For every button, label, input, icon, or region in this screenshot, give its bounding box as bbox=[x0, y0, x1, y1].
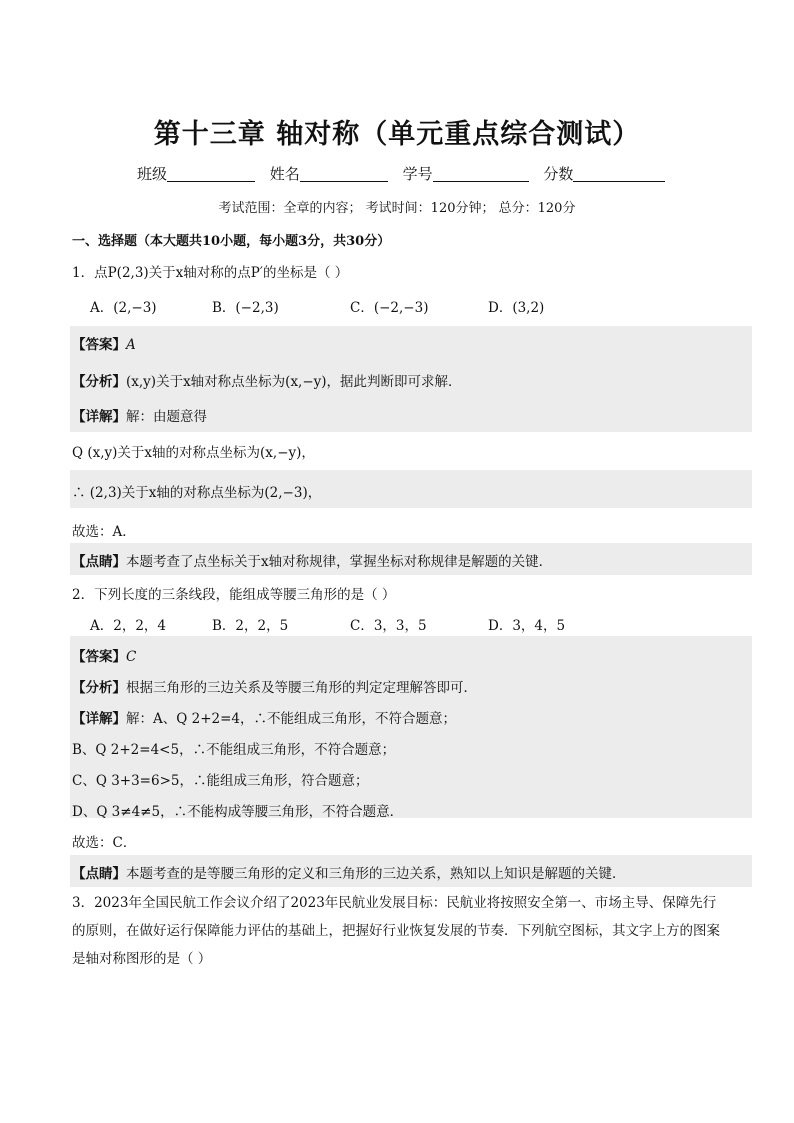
student-info-line bbox=[137, 163, 677, 184]
q2-analysis bbox=[72, 676, 752, 696]
analysis-text: 根据三角形的三边关系及等腰三角形的判定定理解答即可． bbox=[126, 680, 477, 696]
answer-tag: 【答案】 bbox=[72, 649, 126, 665]
name-blank bbox=[300, 165, 388, 182]
answer-tag: 【答案】 bbox=[72, 337, 126, 353]
q1-stem: 1．点P(2,3)关于x轴对称的点P′的坐标是（ ） bbox=[72, 265, 349, 281]
score-label: 分数 bbox=[543, 165, 574, 183]
class-label: 班级 bbox=[137, 165, 168, 183]
detail-text: 解：由题意得 bbox=[126, 409, 207, 425]
detail-tag: 【详解】 bbox=[72, 409, 126, 425]
comment-text: 本题考查的是等腰三角形的定义和三角形的三边关系，熟知以上知识是解题的关键． bbox=[126, 866, 626, 882]
id-blank bbox=[433, 165, 529, 182]
comment-tag: 【点睛】 bbox=[72, 554, 126, 570]
q1-option-c: C．(−2,−3) bbox=[350, 300, 429, 316]
q2-step-3: D、Q 3≠4≠5，∴不能构成等腰三角形，不符合题意． bbox=[72, 804, 404, 820]
comment-tag: 【点睛】 bbox=[72, 866, 126, 882]
q1-answer bbox=[72, 333, 752, 353]
answer-value: C bbox=[126, 649, 137, 665]
analysis-tag: 【分析】 bbox=[72, 680, 126, 696]
q1-step-1: Q (x,y)关于x轴的对称点坐标为(x,−y)， bbox=[72, 445, 315, 461]
q2-step-1: B、Q 2+2=4<5，∴不能组成三角形，不符合题意； bbox=[72, 742, 396, 758]
q1-choose: 故选：A． bbox=[72, 524, 136, 540]
detail-tag: 【详解】 bbox=[72, 711, 126, 727]
q1-option-b: B．(−2,3) bbox=[212, 300, 279, 316]
analysis-tag: 【分析】 bbox=[72, 374, 126, 390]
q2-detail bbox=[72, 707, 752, 727]
q1-comment bbox=[72, 550, 752, 570]
section-heading: 一、选择题（本大题共10小题，每小题3分，共30分） bbox=[72, 234, 391, 249]
q2-option-b: B．2，2，5 bbox=[212, 618, 289, 634]
q1-option-a: A．(2,−3) bbox=[90, 300, 157, 316]
q2-option-d: D．3，4，5 bbox=[488, 618, 566, 634]
detail-text: 解：A、Q 2+2=4，∴不能组成三角形，不符合题意； bbox=[126, 711, 456, 727]
page-title: 第十三章 轴对称（单元重点综合测试） bbox=[153, 119, 641, 150]
q2-answer bbox=[72, 645, 752, 665]
comment-text: 本题考查了点坐标关于x轴对称规律，掌握坐标对称规律是解题的关键． bbox=[126, 554, 553, 570]
class-blank bbox=[167, 165, 255, 182]
q2-choose: 故选：C． bbox=[72, 835, 137, 851]
exam-scope: 考试范围：全章的内容； 考试时间：120分钟； 总分：120分 bbox=[218, 201, 576, 216]
id-label: 学号 bbox=[402, 165, 433, 183]
name-label: 姓名 bbox=[269, 165, 300, 183]
q3-stem: 3．2023年全国民航工作会议介绍了2023年民航业发展目标：民航业将按照安全第一、市场主导、保障先行的原则，在做好运行保障能力评估的基础上，把握好行业恢复发展的节奏．下列航空图标，其文字上方的图案是轴对称图形的是（ ） bbox=[72, 895, 720, 967]
q1-analysis bbox=[72, 370, 752, 390]
q2-stem: 2．下列长度的三条线段，能组成等腰三角形的是（ ） bbox=[72, 587, 396, 603]
analysis-text: (x,y)关于x轴对称点坐标为(x,−y)，据此判断即可求解． bbox=[126, 374, 462, 390]
q2-option-a: A．2，2，4 bbox=[90, 618, 167, 634]
q2-option-c: C．3，3，5 bbox=[350, 618, 427, 634]
answer-value: A bbox=[126, 337, 136, 353]
q1-detail bbox=[72, 405, 752, 425]
q2-step-2: C、Q 3+3=6>5，∴能组成三角形，符合题意； bbox=[72, 773, 369, 789]
q1-option-d: D．(3,2) bbox=[488, 300, 545, 316]
q1-step-2: ∴ (2,3)关于x轴的对称点坐标为(2,−3)， bbox=[72, 485, 322, 501]
score-blank bbox=[573, 165, 665, 182]
q2-comment bbox=[72, 862, 752, 882]
